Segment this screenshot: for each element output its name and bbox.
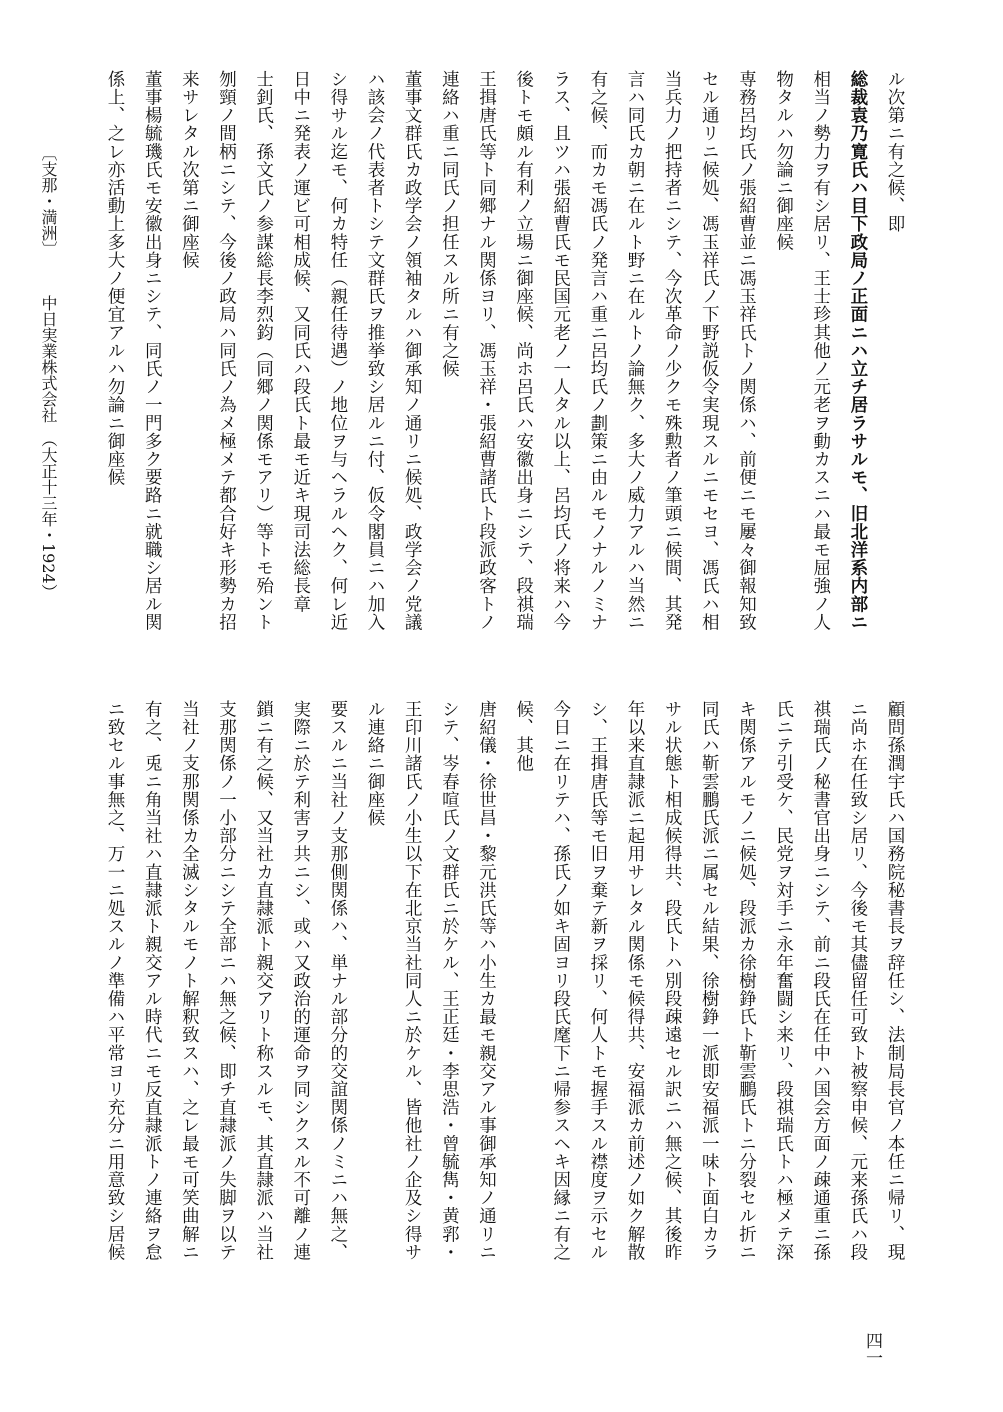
text-column: 董事楊毓璣氏モ安徽出身ニシテ、同氏ノ一門多ク要路ニ就職シ居ル関 xyxy=(142,70,163,632)
text-column: 後トモ頗ル有利ノ立場ニ御座候、尚ホ呂氏ハ安徽出身ニシテ、段祺瑞 xyxy=(513,70,534,632)
publisher-label: 中日実業株式会社 （大正十三年・1924） xyxy=(39,295,58,600)
text-column: 王揖唐氏等ト同郷ナル関係ヨリ、馮玉祥・張紹曹諸氏ト段派政客トノ xyxy=(476,70,497,632)
text-column: 総裁袁乃寛氏ハ目下政局ノ正面ニハ立チ居ラサルモ、旧北洋系内部ニ xyxy=(847,70,868,632)
text-column: 専務呂均氏ノ張紹曹並ニ馮玉祥氏トノ関係ハ、前便ニモ屢々御報知致 xyxy=(736,70,757,632)
text-column: 要スルニ当社ノ支那側関係ハ、単ナル部分的交誼関係ノミニハ無之、 xyxy=(327,700,348,1262)
text-column: ル次第ニ有之候、即 xyxy=(885,70,905,233)
text-column: サル状態ト相成候得共、段氏トハ別段疎遠セル訳ニハ無之候、其後昨 xyxy=(662,700,683,1262)
text-column: ニ尚ホ在任致シ居リ、今後モ其儘留任可致ト被察申候、元来孫氏ハ段 xyxy=(847,700,868,1262)
text-column: 士釗氏、孫文氏ノ参謀総長李烈鈞（同郷ノ関係モアリ）等トモ殆ント xyxy=(253,70,274,632)
text-column: ニ致セル事無之、万一ニ処スルノ準備ハ平常ヨリ充分ニ用意致シ居候 xyxy=(105,700,126,1262)
text-column: 氏ニテ引受ケ、民党ヲ対手ニ永年奮闘シ来リ、段祺瑞氏トハ極メテ深 xyxy=(773,700,794,1262)
text-column: 支那関係ノ一小部分ニシテ全部ニハ無之候、即チ直隷派ノ失脚ヲ以テ xyxy=(216,700,237,1262)
text-column: 祺瑞氏ノ秘書官出身ニシテ、前ニ段氏在任中ハ国会方面ノ疎通重ニ孫 xyxy=(810,700,831,1262)
text-column: 物タルハ勿論ニ御座候 xyxy=(773,70,794,251)
text-column: シテ、岑春喧氏ノ文群氏ニ於ケル、王正廷・李思浩・曾毓雋・黄郛・ xyxy=(439,700,460,1262)
text-column: 連絡ハ重ニ同氏ノ担任スル所ニ有之候 xyxy=(439,70,460,378)
text-column: 当兵力ノ把持者ニシテ、今次革命ノ少クモ殊勲者ノ筆頭ニ候間、其発 xyxy=(662,70,683,632)
text-column: セル通リニ候処、馮玉祥氏ノ下野説仮令実現スルニモセヨ、馮氏ハ相 xyxy=(699,70,720,632)
text-column: 有之、兎ニ角当社ハ直隷派ト親交アル時代ニモ反直隷派トノ連絡ヲ怠 xyxy=(142,700,163,1262)
text-column: 相当ノ勢力ヲ有シ居リ、王士珍其他ノ元老ヲ動カスニハ最モ屈強ノ人 xyxy=(810,70,831,632)
text-column: 鎖ニ有之候、又当社カ直隷派ト親交アリト称スルモ、其直隷派ハ当社 xyxy=(253,700,274,1262)
text-column: 王印川諸氏ノ小生以下在北京当社同人ニ於ケル、皆他社ノ企及シ得サ xyxy=(402,700,423,1262)
text-column: 今日ニ在リテハ、孫氏ノ如キ固ヨリ段氏麾下ニ帰参スヘキ因縁ニ有之 xyxy=(550,700,571,1262)
text-column: 日中ニ発表ノ運ビ可相成候、又同氏ハ段氏ト最モ近キ現司法総長章 xyxy=(290,70,311,613)
text-column: 唐紹儀・徐世昌・黎元洪氏等ハ小生カ最モ親交アル事御承知ノ通リニ xyxy=(476,700,497,1262)
text-column: 候、其他 xyxy=(513,700,534,773)
text-column: 係上、之レ亦活動上多大ノ便宜アルハ勿論ニ御座候 xyxy=(105,70,126,487)
text-column: ハ該会ノ代表者トシテ文群氏ヲ推挙致シ居ルニ付、仮令閣員ニハ加入 xyxy=(365,70,386,632)
text-column: 実際ニ於テ利害ヲ共ニシ、或ハ又政治的運命ヲ同シクスル不可離ノ連 xyxy=(290,700,311,1262)
text-column: 同氏ハ靳雲鵬氏派ニ属セル結果、徐樹錚一派即安福派一味ト面白カラ xyxy=(699,700,720,1262)
text-column: 顧問孫潤宇氏ハ国務院秘書長ヲ辞任シ、法制局長官ノ本任ニ帰リ、現 xyxy=(885,700,905,1262)
text-column: 言ハ同氏カ朝ニ在ルト野ニ在ルトノ論無ク、多大ノ威力アルハ当然ニ xyxy=(625,70,646,632)
series-label: 〔支那・満洲〕 xyxy=(39,145,58,257)
text-column: 来サレタル次第ニ御座候 xyxy=(179,70,200,270)
page-number: 四一 xyxy=(862,1332,882,1366)
lower-text-block xyxy=(105,700,905,1285)
text-column: シ得サル迄モ、何カ特任（親任待遇）ノ地位ヲ与ヘラルヘク、何レ近 xyxy=(327,70,348,632)
text-column: 年以来直隷派ニ起用サレタル関係モ候得共、安福派カ前述ノ如ク解散 xyxy=(625,700,646,1262)
text-column: 当社ノ支那関係カ全滅シタルモノト解釈致スハ、之レ最モ可笑曲解ニ xyxy=(179,700,200,1262)
upper-text-block xyxy=(105,70,905,655)
text-column: 董事文群氏カ政学会ノ領袖タルハ御承知ノ通リニ候処、政学会ノ党議 xyxy=(402,70,423,632)
text-column: ラス、且ツハ張紹曹氏モ民国元老ノ一人タル以上、呂均氏ノ将来ハ今 xyxy=(550,70,571,632)
text-column: 刎頸ノ間柄ニシテ、今後ノ政局ハ同氏ノ為メ極メテ都合好キ形勢カ招 xyxy=(216,70,237,632)
text-column: シ、王揖唐氏等モ旧ヲ棄テ新ヲ採リ、何人トモ握手スル襟度ヲ示セル xyxy=(587,700,608,1262)
text-column: キ関係アルモノニ候処、段派カ徐樹錚氏ト靳雲鵬氏トニ分裂セル折ニ xyxy=(736,700,757,1262)
text-column: 有之候、而カモ馮氏ノ発言ハ重ニ呂均氏ノ劃策ニ由ルモノナルノミナ xyxy=(587,70,608,632)
text-column: ル連絡ニ御座候 xyxy=(365,700,386,827)
